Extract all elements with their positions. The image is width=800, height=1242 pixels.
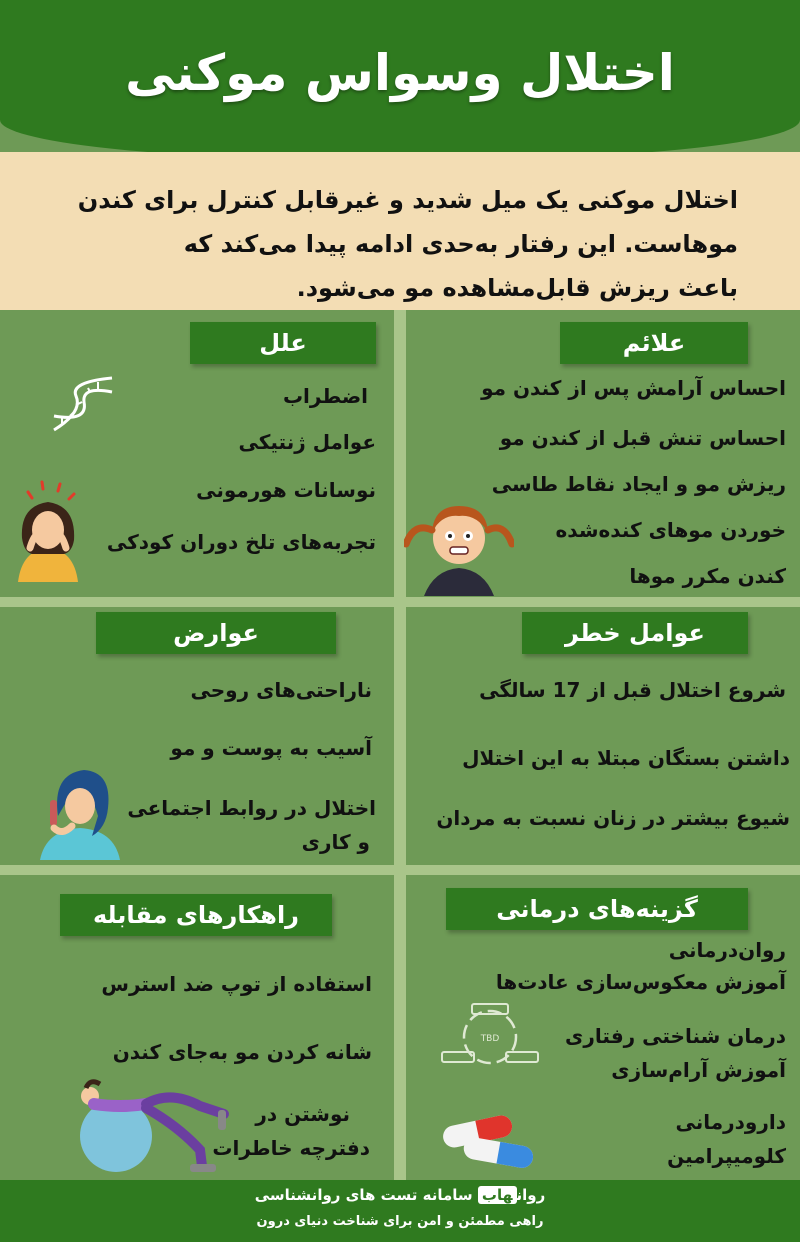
complication-item: و کاری: [301, 830, 370, 854]
cbt-cycle-icon: [440, 1000, 540, 1074]
cause-item: اضطراب: [282, 384, 368, 408]
cause-item: عوامل ژنتیکی: [238, 430, 376, 454]
complication-item: آسیب به پوست و مو: [170, 736, 372, 760]
intro-line: اختلال موکنی یک میل شدید و غیرقابل کنترل برای کندن: [77, 186, 738, 214]
intro-box: [0, 152, 800, 310]
complication-item: ناراحتی‌های روحی: [190, 678, 372, 702]
treatment-item: دارودرمانی: [675, 1110, 786, 1134]
complication-item: اختلال در روابط اجتماعی: [127, 796, 376, 820]
intro-line: باعث ریزش قابل‌مشاهده مو می‌شود.: [296, 274, 738, 302]
footer-slogan: راهی مطمئن و امن برای شناخت دنیای درون: [256, 1214, 544, 1229]
symptoms-title: علائم: [560, 322, 748, 364]
girl-pulling-hair-icon: [404, 492, 514, 596]
intro-line: موهاست. این رفتار به‌حدی ادامه پیدا می‌کند که: [183, 230, 738, 258]
brand-name-a: روان: [516, 1186, 546, 1204]
risk-factor-item: شیوع بیشتر در زنان نسبت به مردان: [436, 806, 790, 830]
symptom-item: خوردن موهای کنده‌شده: [555, 518, 786, 542]
treatment-item: درمان شناختی رفتاری: [565, 1024, 786, 1048]
complications-title: عوارض: [96, 612, 336, 654]
treatment-item: روان‌درمانی: [668, 938, 786, 962]
risk-factor-item: داشتن بستگان مبتلا به این اختلال: [462, 746, 790, 770]
coping-item: دفترچه خاطرات: [212, 1136, 370, 1160]
cause-item: نوسانات هورمونی: [196, 478, 376, 502]
horizontal-divider: [0, 865, 800, 875]
woman-brushing-icon: [32, 756, 128, 860]
treatments-title: گزینه‌های درمانی: [446, 888, 748, 930]
symptom-item: کندن مکرر موها: [629, 564, 786, 588]
footer: [0, 1180, 800, 1242]
treatment-item: آموزش معکوس‌سازی عادت‌ها: [495, 970, 786, 994]
treatment-item: کلومیپرامین: [667, 1144, 786, 1168]
coping-item: نوشتن در: [255, 1102, 350, 1126]
coping-title: راهکارهای مقابله: [60, 894, 332, 936]
horizontal-divider: [0, 597, 800, 607]
coping-item: شانه کردن مو به‌جای کندن: [112, 1040, 372, 1064]
dna-icon: [48, 372, 118, 436]
coping-item: استفاده از توپ ضد استرس: [101, 972, 372, 996]
pills-icon: [438, 1104, 542, 1170]
girl-stressed-icon: [8, 478, 88, 582]
symptom-item: احساس آرامش پس از کندن مو: [481, 376, 786, 400]
risk-factors-title: عوامل خطر: [522, 612, 748, 654]
risk-factor-item: شروع اختلال قبل از 17 سالگی: [479, 678, 786, 702]
symptom-item: احساس تنش قبل از کندن مو: [499, 426, 786, 450]
footer-tagline: سامانه تست های روانشناسی: [254, 1186, 473, 1204]
treatment-item: آموزش آرام‌سازی: [611, 1058, 786, 1082]
cause-item: تجربه‌های تلخ دوران کودکی: [106, 530, 376, 554]
header-banner: [0, 0, 800, 160]
brand-name-b: هاب: [478, 1186, 517, 1204]
causes-title: علل: [190, 322, 376, 364]
woman-exercise-ball-icon: [50, 1070, 240, 1176]
symptom-item: ریزش مو و ایجاد نقاط طاسی: [491, 472, 786, 496]
page-title: اختلال وسواس موکنی: [125, 44, 675, 102]
vertical-divider: [394, 310, 406, 1190]
svg-text:TBD: TBD: [480, 1034, 500, 1044]
footer-brand-line: [0, 1186, 800, 1204]
